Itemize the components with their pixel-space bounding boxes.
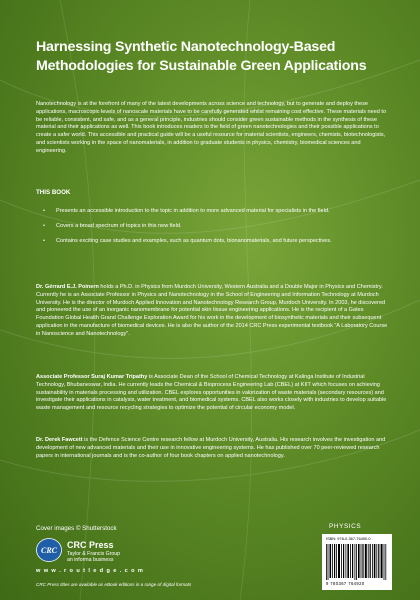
crc-logo-text: CRC [40, 546, 58, 555]
author-bio-text: holds a Ph.D. in Physics from Murdoch University, Western Australia and a Double Major in Physics and Chemistry. Currently he is an Associate Professor in Physics and Nanotechnology in the School of Engineering and Information Technology at Murdoch University. He is the director of Murdoch Applied Innovation and Nanotechnology Research Group, Murdoch University. In 2003, he discovered and pioneered the use of an inorganic nanomembrane for potential skin tissue engineering applications. He is the recipient of a Gates Foundation Global Health Grand Challenge Exploration Award for his work in the development of biosynthetic materials and their subsequent application in the manufacture of biomedical devices. He is also the author of the 2014 CRC Press experimental textbook “A Laboratory Course in Nanoscience and Nanotechnology”. [36, 284, 388, 337]
publisher-group-line: Taylor & Francis Group [67, 551, 121, 557]
ebook-note: CRC Press titles are available as eBook editions in a range of digital formats [36, 582, 192, 587]
barcode-number: 9 780367 764920 [326, 581, 365, 586]
author-name: Dr. Gérrard E.J. Poinern [36, 284, 99, 290]
author-bio-text: is Associate Dean of the School of Chemical Technology at Kalinga Institute of Industrial Technology, Bhubaneswar, India. He currently leads the Chemical & Bioprocess Engineering Lab (CBEL) at KIIT which focuses on achieving sustainability in materials processing and utilization. CBEL explores opportunities in valorization of waste materials (secondary resources) and investigate their applications in catalysis, water treatment, and biomedical systems. CBEL also works closely with industries to develop suitable waste management and resource recycling strategies to optimize the potential of circular economy model. [36, 374, 387, 412]
publisher-group [67, 551, 120, 564]
subject-category: PHYSICS [329, 523, 362, 530]
feature-text: Presents an accessible introduction to the topic in addition to more advanced material for specialists in the field. [56, 208, 330, 214]
feature-item [36, 223, 390, 231]
feature-item [36, 208, 390, 216]
author-bio-tripathy [36, 374, 390, 413]
this-book-heading: THIS BOOK [36, 189, 71, 196]
author-bio-text: is the Defence Science Centre research fellow at Murdoch University, Australia. His research involves the investigation and development of new advanced materials and their use in innovative engineering systems. He has published over 70 peer-reviewed research papers in international journals and is the co-author of four book chapters on applied nanotechnology. [36, 437, 386, 459]
isbn-label: ISBN: 978-0-367-76490-0 [326, 536, 371, 541]
bullet-icon: • [43, 222, 45, 229]
bullet-icon: • [43, 237, 45, 244]
publisher-name: CRC Press [67, 540, 114, 550]
cover-image-credit: Cover images © Shutterstock [36, 525, 117, 532]
feature-text: Contains exciting case studies and examples, such as quantum dots, bionanomaterials, and future perspectives. [56, 237, 332, 244]
barcode [322, 534, 392, 590]
feature-item [36, 238, 390, 246]
feature-list [36, 208, 390, 252]
author-name: Dr. Derek Fawcett [36, 437, 83, 443]
crc-press-logo-icon [36, 538, 62, 562]
publisher-url: w w w . r o u t l e d g e . c o m [36, 568, 144, 574]
bullet-icon: • [43, 208, 45, 214]
feature-text: Covers a broad spectrum of topics in this new field. [56, 222, 182, 229]
author-name: Associate Professor Suraj Kumar Tripathy [36, 374, 148, 380]
book-title: Harnessing Synthetic Nanotechnology-Based Methodologies for Sustainable Green Applications [36, 39, 367, 74]
book-description: Nanotechnology is at the forefront of many of the latest developments across science and technology, but to generate and deploy these applications, macroscopic levels of nanoscale materials have to be carefully generated whilst remaining cost effective. These materials need to be reliable, consistent, and safe, and as a general principle, industries should consider green sustainable methods in the synthesis of these material and their applications as well. This book introduces readers to the field of green nanotechnologies and their possible applications to create a safer world. This accessible and practical guide will be a useful resource for material scientists, engineers, chemists, biotechnologists, and scientists working in the space of nanomaterials, in addition to graduate students in physics, chemistry, biomedical sciences and engineering. [36, 101, 387, 154]
author-bio-poinern [36, 284, 390, 339]
barcode-bars-icon [325, 544, 389, 580]
author-bio-fawcett [36, 437, 390, 460]
publisher-group-line: an informa business [67, 557, 114, 564]
